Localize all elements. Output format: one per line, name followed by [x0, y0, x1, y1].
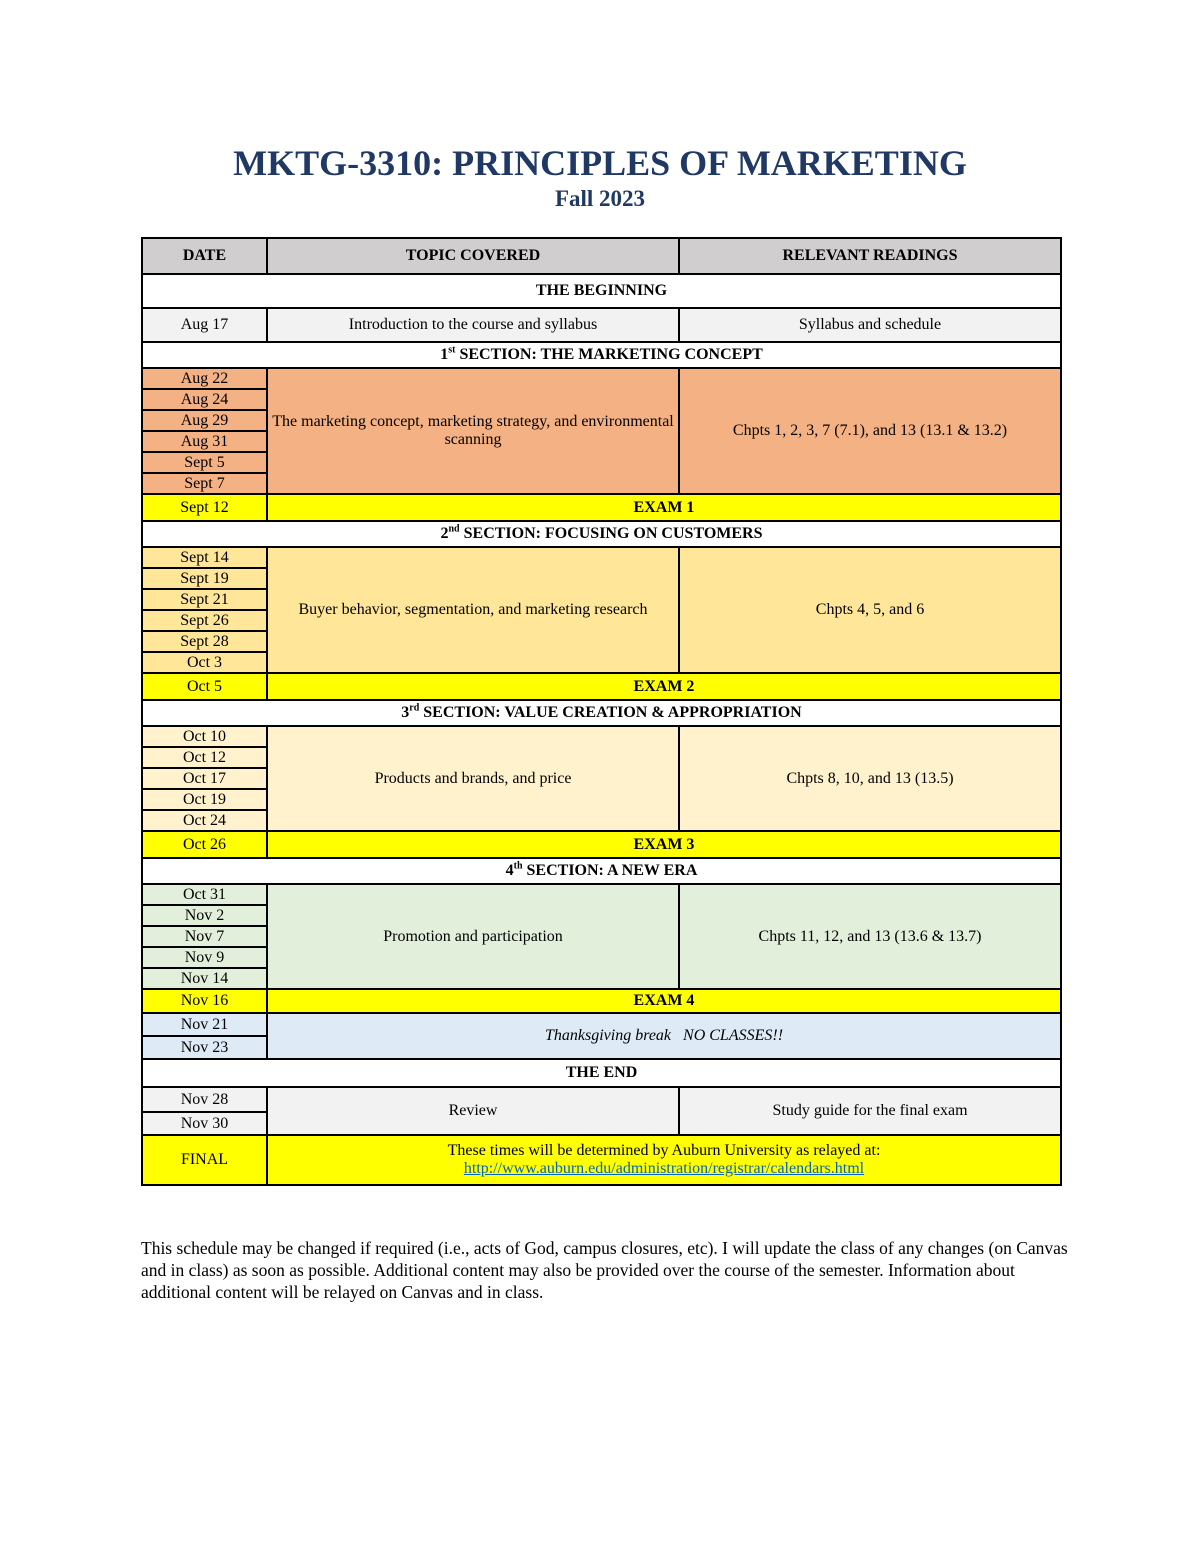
exam-date-cell: Oct 26	[142, 831, 267, 858]
table-row	[142, 308, 1061, 342]
date-cell: Nov 7	[142, 926, 267, 947]
date-cell: Oct 24	[142, 810, 267, 831]
exam-date-cell: Oct 5	[142, 673, 267, 700]
date-cell: Oct 12	[142, 747, 267, 768]
date-cell: Aug 31	[142, 431, 267, 452]
date-cell: Sept 26	[142, 610, 267, 631]
table-row	[142, 1013, 1061, 1036]
readings-cell: Study guide for the final exam	[679, 1087, 1061, 1135]
date-cell: Nov 2	[142, 905, 267, 926]
topic-cell: Introduction to the course and syllabus	[267, 308, 679, 342]
date-cell: Aug 22	[142, 368, 267, 389]
header-date: DATE	[142, 238, 267, 274]
date-cell: Nov 9	[142, 947, 267, 968]
final-row	[142, 1135, 1061, 1185]
date-cell: Sept 28	[142, 631, 267, 652]
date-cell: Sept 21	[142, 589, 267, 610]
exam-row	[142, 989, 1061, 1013]
registrar-calendar-link[interactable]: http://www.auburn.edu/administration/registrar/calendars.html	[463, 1160, 865, 1177]
exam-date-cell: Sept 12	[142, 494, 267, 521]
schedule-table	[141, 237, 1062, 1186]
date-cell: Sept 19	[142, 568, 267, 589]
section-heading-row	[142, 700, 1061, 726]
exam-label: EXAM 2	[267, 673, 1061, 700]
exam-label: EXAM 3	[267, 831, 1061, 858]
final-info-cell	[267, 1135, 1061, 1185]
section-title: SECTION: THE MARKETING CONCEPT	[455, 346, 763, 363]
section-ordinal: st	[448, 344, 456, 356]
holiday-note: Thanksgiving break NO CLASSES!!	[267, 1013, 1061, 1059]
section-heading-row	[142, 521, 1061, 547]
section-title: SECTION: FOCUSING ON CUSTOMERS	[459, 525, 763, 542]
footnote: This schedule may be changed if required (i.e., acts of God, campus closures, etc). I will update the class of any changes (on Canvas and in class) as soon as possible. Additional content may also be provided over the course of the semester. Information about additional content will be relayed on Canvas and in class.	[141, 1238, 1068, 1302]
section-heading-row	[142, 1059, 1061, 1087]
topic-cell: Products and brands, and price	[267, 726, 679, 831]
date-cell: Nov 21	[142, 1013, 267, 1036]
section-heading-row	[142, 274, 1061, 308]
exam-label: EXAM 1	[267, 494, 1061, 521]
section-ordinal: rd	[409, 702, 420, 714]
date-cell: Aug 29	[142, 410, 267, 431]
exam-row	[142, 494, 1061, 521]
section-title: SECTION: VALUE CREATION & APPROPRIATION	[419, 704, 802, 721]
header-topic: TOPIC COVERED	[267, 238, 679, 274]
exam-row	[142, 673, 1061, 700]
final-info-text: These times will be determined by Auburn University as relayed at:	[447, 1142, 881, 1159]
date-cell: Aug 24	[142, 389, 267, 410]
header-readings: RELEVANT READINGS	[679, 238, 1061, 274]
section-heading-2	[142, 521, 1061, 547]
section-heading-end: THE END	[142, 1059, 1061, 1087]
readings-cell: Syllabus and schedule	[679, 308, 1061, 342]
section-number: 4	[505, 862, 514, 879]
date-cell: Nov 28	[142, 1087, 267, 1112]
section-number: 1	[440, 346, 449, 363]
date-cell: Nov 14	[142, 968, 267, 989]
exam-date-cell: Nov 16	[142, 989, 267, 1013]
table-row	[142, 368, 1061, 389]
exam-label: EXAM 4	[267, 989, 1061, 1013]
date-cell: Oct 3	[142, 652, 267, 673]
date-cell: Sept 5	[142, 452, 267, 473]
readings-cell: Chpts 4, 5, and 6	[679, 547, 1061, 673]
date-cell: Oct 31	[142, 884, 267, 905]
header-row	[142, 238, 1061, 274]
section-heading-row	[142, 858, 1061, 884]
date-cell: Aug 17	[142, 308, 267, 342]
section-ordinal: nd	[448, 523, 460, 535]
date-cell: Nov 30	[142, 1112, 267, 1135]
date-cell: Oct 17	[142, 768, 267, 789]
topic-cell: Buyer behavior, segmentation, and marketing research	[267, 547, 679, 673]
page-subtitle: Fall 2023	[554, 186, 646, 211]
readings-cell: Chpts 8, 10, and 13 (13.5)	[679, 726, 1061, 831]
date-cell: Sept 7	[142, 473, 267, 494]
topic-cell: Promotion and participation	[267, 884, 679, 989]
section-heading-3	[142, 700, 1061, 726]
readings-cell: Chpts 1, 2, 3, 7 (7.1), and 13 (13.1 & 13.2)	[679, 368, 1061, 494]
date-cell: Sept 14	[142, 547, 267, 568]
table-row	[142, 547, 1061, 568]
section-ordinal: th	[513, 860, 523, 872]
section-number: 2	[440, 525, 449, 542]
section-heading-1	[142, 342, 1061, 368]
table-row	[142, 884, 1061, 905]
section-heading-beginning: THE BEGINNING	[142, 274, 1061, 308]
page-title: MKTG-3310: PRINCIPLES OF MARKETING	[233, 143, 967, 183]
table-row	[142, 1087, 1061, 1112]
date-cell: Oct 19	[142, 789, 267, 810]
table-row	[142, 726, 1061, 747]
date-cell: Oct 10	[142, 726, 267, 747]
section-heading-4	[142, 858, 1061, 884]
section-title: SECTION: A NEW ERA	[522, 862, 698, 879]
section-heading-row	[142, 342, 1061, 368]
topic-cell: The marketing concept, marketing strategy, and environmental scanning	[267, 368, 679, 494]
final-label: FINAL	[142, 1135, 267, 1185]
section-number: 3	[401, 704, 410, 721]
readings-cell: Chpts 11, 12, and 13 (13.6 & 13.7)	[679, 884, 1061, 989]
topic-cell: Review	[267, 1087, 679, 1135]
date-cell: Nov 23	[142, 1036, 267, 1059]
exam-row	[142, 831, 1061, 858]
